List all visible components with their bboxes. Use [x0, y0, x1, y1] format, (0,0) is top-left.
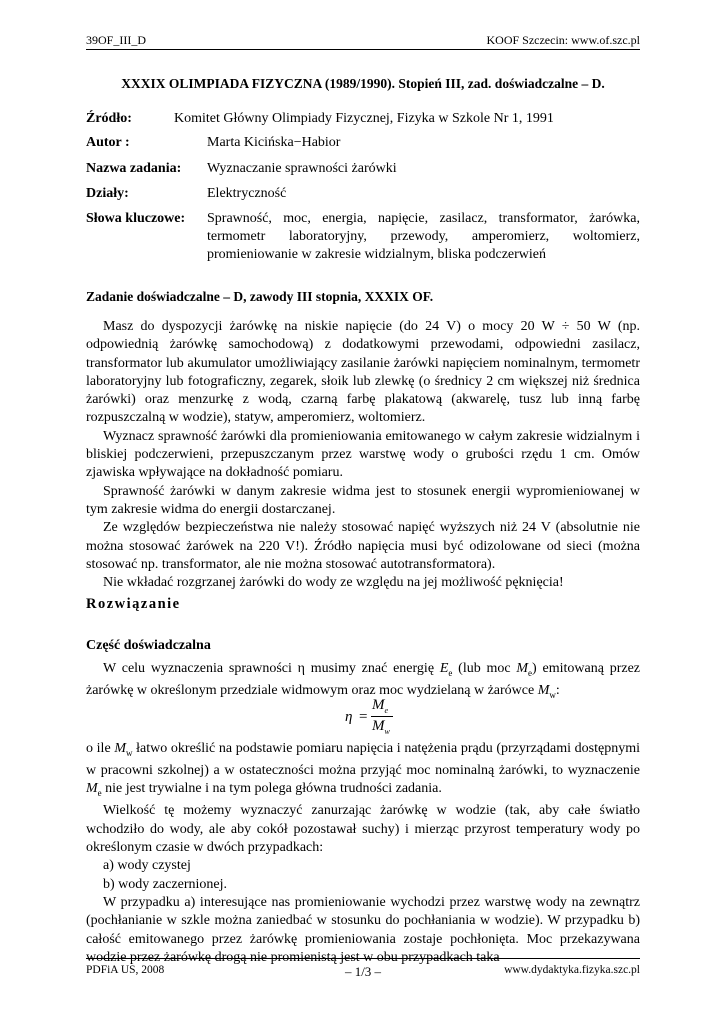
task-text: [86, 318, 640, 592]
paragraph: W przypadku a) interesujące nas promieniowanie wychodzi przez warstwę wody na zewnątrz (pochłanianie w szkle można zaniedbać w stosunku do pochłaniania w wodzie). W przypadku b) całość emitowanego przez żarówkę promieniowania zostaje pochłonięta. Moc przekazywana wodzie przez żarówkę drogą nie promienistą jest w obu przypadkach taka: [86, 894, 640, 965]
solution-heading: Rozwiązanie: [86, 596, 181, 612]
meta-key: Źródło:: [86, 111, 132, 126]
formula-lhs: η: [345, 709, 353, 725]
meta-value: Elektryczność: [207, 186, 287, 201]
header-doc-id: 39OF_III_D: [86, 33, 146, 47]
formula-numerator: $M_e$: [372, 697, 389, 715]
meta-key: Autor :: [86, 135, 130, 150]
meta-key: Działy:: [86, 186, 129, 201]
paragraph: o ile $M_w$ łatwo określić na podstawie pomiaru napięcia i natężenia prądu (przyrządami dostępnymi w pracowni szkolnej) a w ostateczności można przyjąć moc nominalną żarówki, to wyznaczenie $M_e$ nie jest trywialne i na tym polega główna trudności zadania.: [86, 741, 640, 799]
list-item: b) wody zaczernionej.: [103, 876, 227, 892]
task-heading: Zadanie doświadczalne – D, zawody III stopnia, XXXIX OF.: [86, 289, 434, 304]
page-footer: [86, 958, 640, 979]
meta-row-source: [86, 110, 640, 128]
meta-value: Sprawność, moc, energia, napięcie, zasilacz, transformator, żarówka, termometr laboratoryjny, przewody, amperomierz, woltomierz, promieniowanie w zakresie widzialnym, bliska podczerwień: [207, 211, 640, 262]
page-title: XXXIX OLIMPIADA FIZYCZNA (1989/1990). Stopień III, zad. doświadczalne – D.: [121, 76, 605, 91]
page-header: [86, 33, 640, 50]
solution-text: [86, 740, 640, 967]
paragraph: W celu wyznaczenia sprawności η musimy znać energię $E_e$ (lub moc $M_e$) emitowaną przez żarówkę w określonym przedziale widmowym oraz moc wydzielaną w żarówce $M_w$:: [86, 661, 640, 700]
page-number: – 1/3 –: [344, 964, 382, 979]
solution-intro: [86, 660, 640, 704]
footer-left: PDFiA US, 2008: [86, 964, 165, 976]
meta-value: Wyznaczanie sprawności żarówki: [207, 161, 397, 176]
meta-row-author: [86, 134, 640, 152]
header-site: KOOF Szczecin: www.of.szc.pl: [486, 33, 640, 47]
footer-site: www.dydaktyka.fizyka.szc.pl: [504, 964, 640, 976]
meta-row-task-name: [86, 160, 640, 178]
paragraph: Wielkość tę możemy wyznaczyć zanurzając żarówkę w wodzie (tak, aby całe światło wchodziło do wody, ale aby cokół pozostawał suchy) i mierząc przyrost temperatury wody po określonym czasie w dwóch przypadkach:: [86, 803, 640, 856]
fraction-bar: [371, 716, 393, 717]
meta-value: Komitet Główny Olimpiady Fizycznej, Fizyka w Szkole Nr 1, 1991: [174, 111, 554, 126]
meta-value: Marta Kicińska−Habior: [207, 135, 341, 150]
paragraph: Masz do dyspozycji żarówkę na niskie napięcie (do 24 V) o mocy 20 W ÷ 50 W (np. odpowiednią żarówkę samochodową) z dodatkowymi przewodami, odpowiedni zasilacz, transformator lub akumulator umożliwiający zasilanie żarówki napięciem nominalnym, termometr laboratoryjny lub fotograficzny, zegarek, słoik lub zlewkę (o średnicy 2 cm większej niż średnica żarówki) oraz menzurkę z wodą, czarną farbę plakatową (akwarelę, tusz lub inną farbę rozpuszczalną w wodzie), statyw, amperomierz, woltomierz.: [86, 319, 640, 426]
paragraph: Ze względów bezpieczeństwa nie należy stosować napięć wyższych niż 24 V (absolutnie nie można stosować żarówek na 220 V!). Źródło napięcia musi być odizolowane od sieci (można stosować np. transformator, ale nie można stosować autotransformatora).: [86, 520, 640, 572]
paragraph: Sprawność żarówki w danym zakresie widma jest to stosunek energii wypromieniowanej w tym zakresie widma do energii dostarczanej.: [86, 483, 640, 517]
meta-row-keywords: [86, 210, 640, 264]
formula-equals: =: [359, 709, 368, 725]
meta-key: Nazwa zadania:: [86, 161, 182, 176]
paragraph: Wyznacz sprawność żarówki dla promieniowania emitowanego w całym zakresie widzialnym i bliskiej podczerwieni, przepuszczanym przez warstwę wody o grubości rzędu 1 cm. Omów zjawiska wpływające na dokładność pomiaru.: [86, 428, 640, 481]
meta-key: Słowa kluczowe:: [86, 211, 186, 226]
paragraph: Nie wkładać rozgrzanej żarówki do wody ze względu na jej możliwość pęknięcia!: [103, 575, 564, 591]
meta-row-sections: [86, 185, 640, 203]
formula-denominator: $M_w$: [372, 718, 390, 736]
list-item: a) wody czystej: [103, 858, 191, 874]
part-heading: Część doświadczalna: [86, 638, 211, 653]
